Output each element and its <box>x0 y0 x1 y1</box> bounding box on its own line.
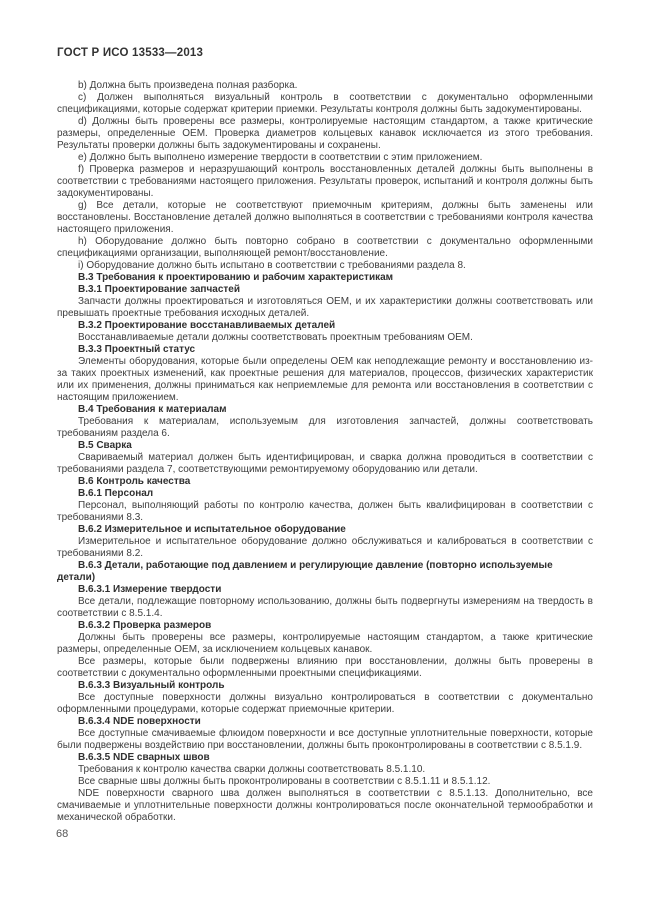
paragraph: Запчасти должны проектироваться и изготовляться OEM, и их характеристики должны соответствовать или превышать проектные требования исходных деталей. <box>57 296 593 319</box>
paragraph: i) Оборудование должно быть испытано в соответствии с требованиями раздела 8. <box>78 260 466 271</box>
paragraph: Свариваемый материал должен быть идентифицирован, и сварка должна проводиться в соответствии с требованиями раздела 7, соответствующими ремонтируемому оборудованию или детали. <box>57 452 593 475</box>
paragraph: Должны быть проверены все размеры, контролируемые настоящим стандартом, а также критические размеры, определенные OEM, за исключением кольцевых канавок. <box>57 632 593 655</box>
section-heading: В.6.3.1 Измерение твердости <box>78 584 222 595</box>
section-heading: В.6.3.5 NDE сварных швов <box>78 752 210 763</box>
section-heading: В.3.1 Проектирование запчастей <box>78 284 240 295</box>
paragraph: Требования к материалам, используемым для изготовления запчастей, должны соответствовать требованиям раздела 6. <box>57 416 593 439</box>
section-heading: В.4 Требования к материалам <box>78 404 227 415</box>
paragraph: Все доступные поверхности должны визуально контролироваться в соответствии с документально оформленными процедурами, которые содержат приемочные критерии. <box>57 692 593 715</box>
section-heading: В.6 Контроль качества <box>78 476 191 487</box>
paragraph: Все сварные швы должны быть проконтролированы в соответствии с 8.5.1.11 и 8.5.1.12. <box>78 776 491 787</box>
paragraph: Восстанавливаемые детали должны соответствовать проектным требованиям OEM. <box>78 332 473 343</box>
running-header <box>57 47 203 59</box>
section-heading: В.3.2 Проектирование восстанавливаемых деталей <box>78 320 336 331</box>
document-content <box>57 80 593 824</box>
section-heading: В.6.1 Персонал <box>78 488 154 499</box>
section-heading: В.6.3.4 NDE поверхности <box>78 716 201 727</box>
paragraph: Измерительное и испытательное оборудование должно обслуживаться и калиброваться в соответствии с требованиями 8.2. <box>57 536 593 559</box>
paragraph: Персонал, выполняющий работы по контролю качества, должен быть квалифицирован в соответствии с требованиями 8.3. <box>57 500 593 523</box>
paragraph: Все доступные смачиваемые флюидом поверхности и все доступные уплотнительные поверхности, которые были подвержены воздействию при восстановлении, должны быть проконтролированы в соответствии с 8.5.1.9. <box>57 728 593 751</box>
paragraph: g) Все детали, которые не соответствуют приемочным критериям, должны быть заменены или восстановлены. Восстановление деталей должно выполняться в соответствии с требованиями контроля качества настоящего приложения. <box>57 200 593 235</box>
section-heading: В.6.2 Измерительное и испытательное оборудование <box>78 524 346 535</box>
paragraph: d) Должны быть проверены все размеры, контролируемые настоящим стандартом, а также критические размеры, определенные OEM. Проверка диаметров кольцевых канавок исключается из этого требования. Результаты проверки должны быть задокументированы и сохранены. <box>57 116 593 151</box>
document-title: ГОСТ Р ИСО 13533—2013 <box>57 47 204 59</box>
paragraph: f) Проверка размеров и неразрушающий контроль восстановленных деталей должны быть выполнены в соответствии с требованиями настоящего приложения. Результаты проверок, испытаний и контроля должны быть задокументированы. <box>57 164 593 199</box>
page-footer <box>56 828 68 840</box>
paragraph: c) Должен выполняться визуальный контроль в соответствии с документально оформленными спецификациями, которые содержат критерии приемки. Результаты контроля должны быть задокументированы. <box>57 92 593 115</box>
section-heading: В.5 Сварка <box>78 440 132 451</box>
paragraph: h) Оборудование должно быть повторно собрано в соответствии с документально оформленными спецификациями организации, выполняющей ремонт/восстановление. <box>57 236 593 259</box>
section-heading: В.6.3.3 Визуальный контроль <box>78 680 225 691</box>
paragraph: Все детали, подлежащие повторному использованию, должны быть подвергнуты измерениям на твердость в соответствии с 8.5.1.4. <box>57 596 593 619</box>
paragraph: NDE поверхности сварного шва должен выполняться в соответствии с 8.5.1.13. Дополнительно, все смачиваемые и уплотнительные поверхности должны контролироваться после окончательной термообработки и механической обработки. <box>57 788 593 823</box>
paragraph: e) Должно быть выполнено измерение твердости в соответствии с этим приложением. <box>78 152 483 163</box>
paragraph: b) Должна быть произведена полная разборка. <box>78 80 298 91</box>
paragraph: Все размеры, которые были подвержены влиянию при восстановлении, должны быть проверены в соответствии с документально оформленными проектными спецификациями. <box>57 656 593 679</box>
section-heading: В.3.3 Проектный статус <box>78 344 196 355</box>
paragraph: Элементы оборудования, которые были определены OEM как неподлежащие ремонту и восстановлению из-за таких проектных изменений, как проектные решения для материалов, процессов, физических характеристик или их применения, должны приниматься как неприемлемые для ремонта или восстановления в соответствии с настоящим приложением. <box>57 356 593 403</box>
page-number: 68 <box>56 828 69 840</box>
section-heading: В.6.3.2 Проверка размеров <box>78 620 212 631</box>
section-heading: В.3 Требования к проектированию и рабочим характеристикам <box>78 272 394 283</box>
paragraph: Требования к контролю качества сварки должны соответствовать 8.5.1.10. <box>78 764 426 775</box>
section-heading: В.6.3 Детали, работающие под давлением и регулирующие давление (повторно используемые детали) <box>57 560 553 583</box>
